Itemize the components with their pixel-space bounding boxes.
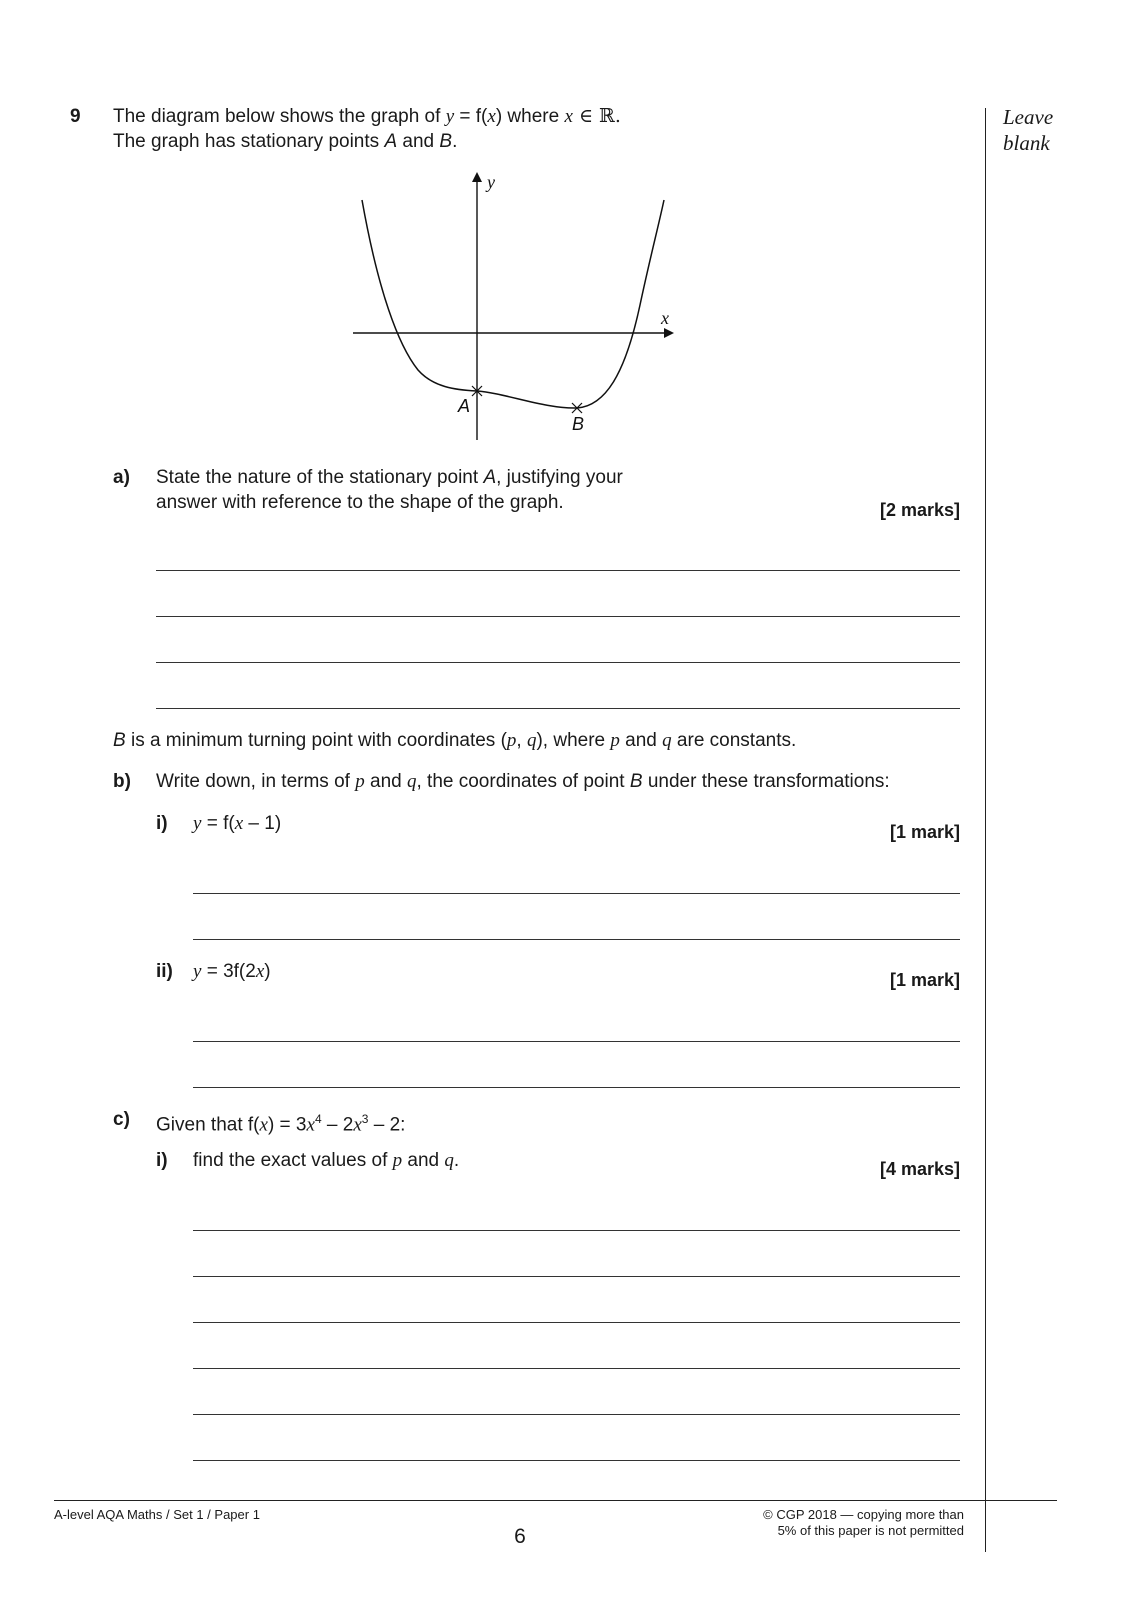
part-b-t2: , the coordinates of point [416, 771, 630, 792]
blank-text: blank [1003, 131, 1050, 155]
intro2-A: A [384, 131, 398, 152]
footer-right-line1: © CGP 2018 — copying more than [763, 1507, 964, 1522]
x-axis-label: x [661, 308, 669, 328]
b-ii-y: y [193, 961, 202, 982]
part-b-i-marks: [1 mark] [889, 822, 960, 842]
question-number: 9 [70, 106, 81, 127]
answer-line-b-ii-2[interactable] [193, 1087, 960, 1088]
min-p2: p [610, 730, 620, 751]
part-a-t1: State the nature of the stationary point [156, 467, 484, 488]
answer-line-c-i-6[interactable] [193, 1460, 960, 1461]
part-a-text-line1 [156, 465, 623, 490]
intro-close: ) where [495, 106, 565, 127]
b-i-x: x [234, 813, 244, 834]
answer-line-b-ii-1[interactable] [193, 1041, 960, 1042]
answer-line-c-i-4[interactable] [193, 1368, 960, 1369]
part-b-i-label: i) [156, 813, 168, 834]
intro2-and: and [397, 131, 440, 152]
point-a-label: A [458, 396, 471, 416]
part-c-label: c) [113, 1109, 130, 1130]
part-b-label: b) [113, 771, 131, 792]
min-q: q [526, 730, 537, 751]
answer-line-c-i-3[interactable] [193, 1322, 960, 1323]
answer-line-b-i-2[interactable] [193, 939, 960, 940]
intro-y: y [445, 106, 455, 127]
leave-text: Leave [1003, 105, 1054, 129]
part-b-p: p [355, 771, 365, 792]
min-and: and [619, 730, 663, 751]
part-b-t1: Write down, in terms of [156, 771, 356, 792]
page-number: 6 [514, 1525, 526, 1548]
intro2-text: The graph has stationary points [113, 131, 385, 152]
answer-line-a-3[interactable] [156, 662, 960, 663]
intro-eq: = f( [454, 106, 488, 127]
c-t4: – 2: [368, 1114, 406, 1136]
part-a-text-line2: answer with reference to the shape of the graph. [156, 492, 564, 513]
c-i-end: . [453, 1150, 460, 1171]
part-c-text [156, 1107, 405, 1137]
intro-x: x [487, 106, 496, 127]
min-t1: is a minimum turning point with coordinates ( [125, 730, 507, 751]
min-B: B [113, 730, 126, 751]
function-graph [330, 165, 690, 450]
c-x3: x [353, 1114, 362, 1136]
answer-line-c-i-1[interactable] [193, 1230, 960, 1231]
part-c-i-text [193, 1148, 459, 1173]
min-comma: , [516, 730, 527, 751]
c-t3: – 2 [321, 1114, 354, 1136]
part-b-t3: under these transformations: [642, 771, 890, 792]
b-i-y: y [193, 813, 202, 834]
part-a-label: a) [113, 467, 130, 488]
y-axis-label: y [487, 172, 495, 192]
footer-right-line2: 5% of this paper is not permitted [777, 1523, 964, 1538]
footer-right [763, 1507, 964, 1539]
min-t2: ), where [536, 730, 611, 751]
answer-line-c-i-2[interactable] [193, 1276, 960, 1277]
part-b-ii-marks: [1 mark] [889, 970, 960, 990]
c-x: x [259, 1114, 268, 1136]
curve [362, 200, 664, 408]
c-i-and: and [402, 1150, 445, 1171]
part-b-text [156, 769, 890, 794]
part-b-and: and [364, 771, 407, 792]
minimum-statement [113, 728, 796, 753]
part-b-ii-label: ii) [156, 961, 173, 982]
intro2-B: B [439, 131, 453, 152]
intro-domain-x: x [564, 106, 573, 127]
c-t2: ) = 3 [267, 1114, 307, 1136]
margin-divider [985, 108, 986, 1552]
min-p: p [506, 730, 517, 751]
part-b-i-equation [193, 811, 281, 836]
footer-rule [54, 1500, 1057, 1501]
b-ii-eq1: = 3f(2 [201, 961, 256, 982]
part-a-A: A [483, 467, 497, 488]
b-i-eq1: = f( [201, 813, 235, 834]
b-ii-x: x [255, 961, 265, 982]
answer-line-c-i-5[interactable] [193, 1414, 960, 1415]
part-a-marks: [2 marks] [879, 500, 960, 520]
answer-line-b-i-1[interactable] [193, 893, 960, 894]
min-t3: are constants. [671, 730, 797, 751]
c-x4: x [306, 1114, 315, 1136]
part-a-t2: , justifying your [496, 467, 623, 488]
c-i-p: p [392, 1150, 403, 1171]
leave-blank-label [1003, 104, 1053, 156]
question-intro-line1 [113, 104, 621, 129]
b-ii-eq2: ) [264, 961, 271, 982]
intro-text: The diagram below shows the graph of [113, 106, 446, 127]
answer-line-a-4[interactable] [156, 708, 960, 709]
answer-line-a-2[interactable] [156, 616, 960, 617]
answer-line-a-1[interactable] [156, 570, 960, 571]
c-i-t1: find the exact values of [193, 1150, 393, 1171]
part-b-q: q [406, 771, 417, 792]
b-i-eq2: – 1) [243, 813, 282, 834]
c-sup4: 4 [314, 1112, 322, 1126]
part-b-ii-equation [193, 959, 271, 984]
intro2-period: . [452, 131, 458, 152]
question-intro-line2 [113, 129, 457, 154]
intro-domain-rest: ∈ ℝ. [572, 105, 621, 127]
part-b-B: B [629, 771, 643, 792]
part-c-i-label: i) [156, 1150, 168, 1171]
min-q2: q [662, 730, 672, 751]
footer-left: A-level AQA Maths / Set 1 / Paper 1 [54, 1507, 260, 1522]
c-i-q: q [444, 1150, 454, 1171]
c-t1: Given that f( [156, 1114, 260, 1136]
point-b-label: B [572, 414, 585, 434]
c-sup3: 3 [361, 1112, 369, 1126]
part-c-i-marks: [4 marks] [879, 1159, 960, 1179]
